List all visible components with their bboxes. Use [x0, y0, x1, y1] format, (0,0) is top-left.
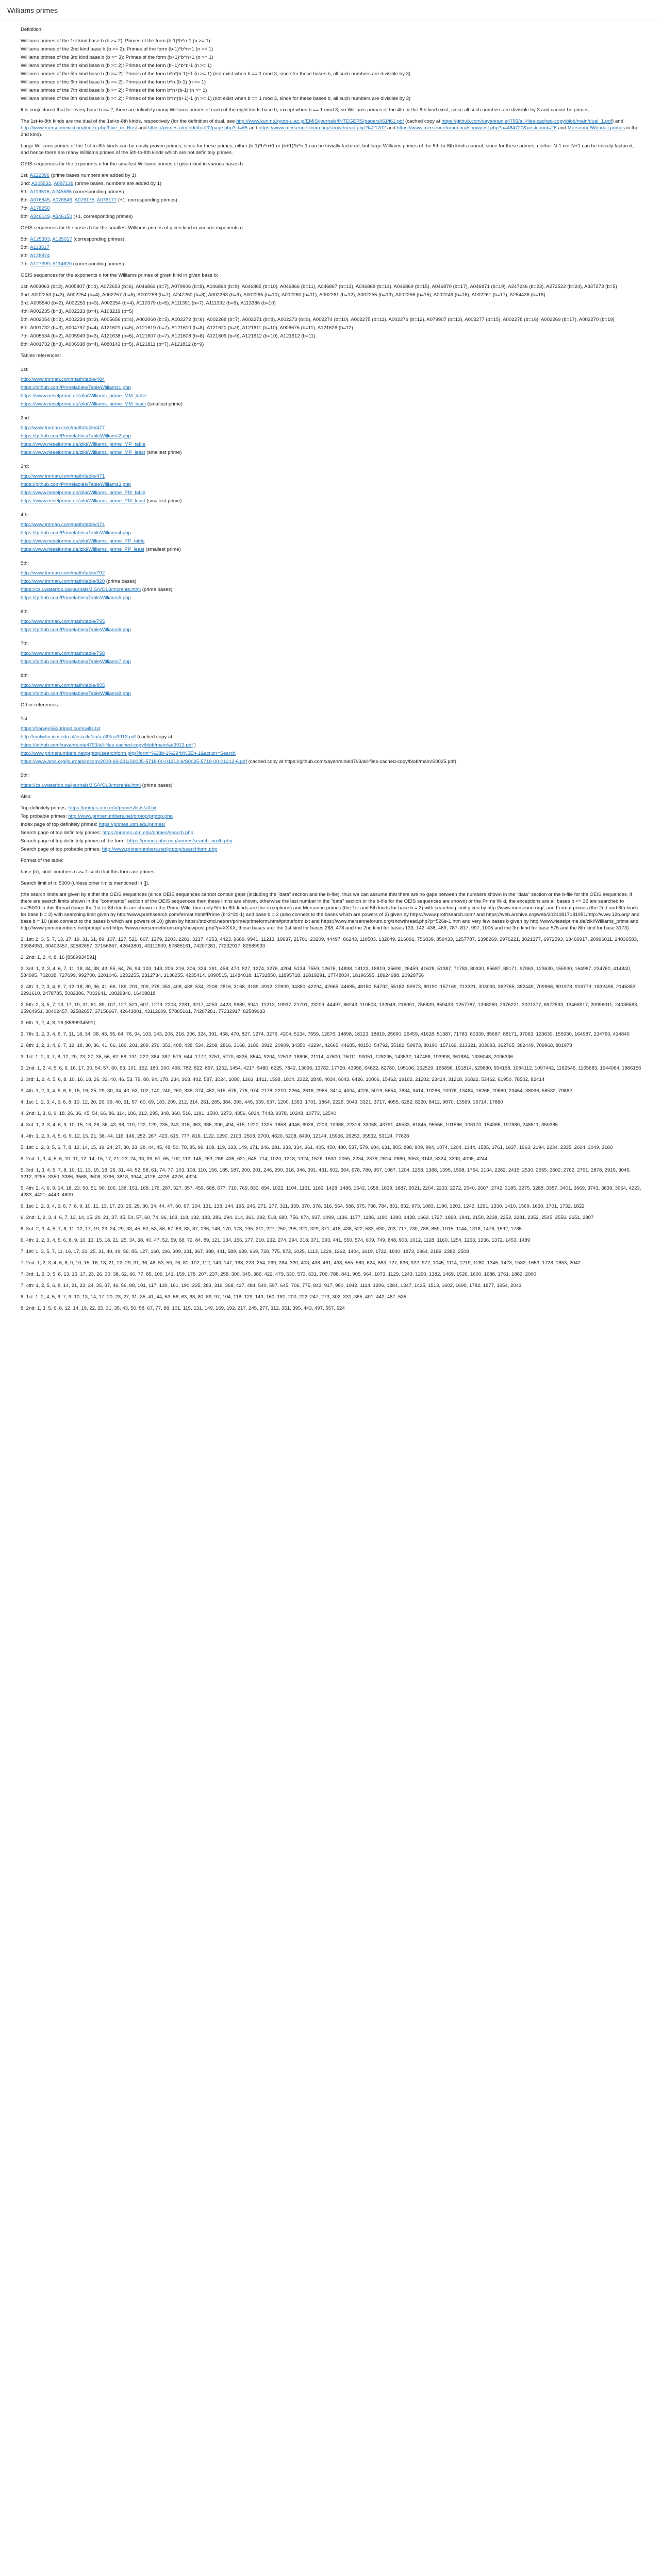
oeis-row-label: 5th: — [21, 189, 29, 195]
also-list — [21, 805, 641, 853]
conjecture-paragraph: It is conjectured that for every base b >= 2, there are infinitely many Williams primes of each of the eight kinds base b, except when b == 1 mod 3, no Williams primes of the 4th or the 8th kind exist, since all such numbers are divisible by 3 and cannot be primes. — [21, 107, 590, 113]
oeis-seq-link[interactable]: A346150 — [52, 214, 72, 219]
large-primes-paragraph: Large Williams primes of the 1st-to-8th kinds can be easily proven primes, since for these primes, either (b-1)*b^n+1 or (b+1)*b^n-1 can be trivially factored, but large Williams primes of the 5th-to-8th kinds cannot, since for these primes, neither N-1 nor N+1 can be trivially factored, and hence there are many Williams primes of the 5th-to-8th kinds which are not definitely primes. — [21, 143, 634, 156]
prime-data-line: 5, 3rd: 1, 3, 4, 5, 7, 8, 10, 11, 13, 15, 18, 26, 31, 44, 52, 58, 61, 74, 77, 103, 108, 110, 156, 185, 187, 200, 201, 246, 290, 318, 346, 391, 431, 502, 664, 678, 780, 957, 1087, 1204, 1258, 1388, 1395, 1598, 1754, 2134, 2282, 2415, 2530, 2555, 2602, 2762, 2791, 2878, 2915, 3045, 3212, 3285, 3350, 3386, 3568, 3608, 3796, 3818, 3944, 4126, 4226, 4276, 4324 — [21, 1167, 631, 1180]
also-link[interactable]: https://primes.utm.edu/primes/lists/all.txt — [68, 805, 157, 811]
oeis-row-note: (corresponding primes) — [73, 261, 124, 267]
oeis-row-note: (+1, corresponding primes) — [118, 197, 177, 203]
reference-link[interactable]: https://www.rieselprime.de/ziki/Williams_prime_MP_table — [21, 442, 146, 447]
oeis-row — [21, 205, 641, 212]
also-row — [21, 813, 641, 820]
also-text: Search page of top probable primes: — [21, 846, 101, 852]
also-link[interactable]: https://primes.utm.edu/primes/ — [98, 822, 166, 827]
reference-row — [21, 758, 641, 765]
reference-group — [21, 463, 641, 504]
also-text: Index page of top definitely primes: — [21, 822, 97, 827]
also-text: Top probable primes: — [21, 814, 67, 819]
reference-row — [21, 570, 641, 577]
oeis-base-row: 5th: A002054 (b=2), A002234 (b=3), A005656 (b=4), A002060 (b=5), A002272 (b=6), A002268 (b=7), A002271 (b=8), A002273 (b=9), A002274 (b=10), A002275 (b=11), A002276 (b=12), A079907 (b=13), A002277 (b=15), A002278 (b=16), A002269 (b=17), A002270 (b=19) — [21, 317, 615, 323]
definition-line: Williams primes of the 2nd kind base b (b >= 2): Primes of the form (b-1)*b^n+1 (n >= 1) — [21, 46, 213, 52]
reference-link[interactable]: http://www.tmman.com/math/table/798 — [21, 651, 105, 656]
reference-link[interactable]: https://github.com/Primelables/TableWilliams8.php — [21, 691, 131, 697]
reference-row — [21, 489, 641, 496]
ref-text-d: and — [138, 125, 147, 131]
reference-note: (smallest prime) — [145, 547, 181, 552]
reference-row — [21, 734, 641, 740]
oeis-seq-link[interactable]: A087139 — [54, 181, 74, 187]
reference-group-label: 1st: — [21, 367, 29, 372]
reference-row — [21, 393, 641, 399]
reference-note: (prime bases) — [142, 587, 173, 592]
reference-row — [21, 626, 641, 633]
reference-row — [21, 481, 641, 488]
reference-link[interactable]: https://www.rieselprime.de/ziki/Williams_prime_PP_table — [21, 538, 145, 544]
reference-link[interactable]: https://www.rieselprime.de/ziki/Williams_prime_PM_least — [21, 498, 145, 504]
prime-data-line: 7, 4th: 1, 2, 5, 6, 8, 14, 21, 23, 24, 35, 37, 46, 56, 88, 101, 117, 130, 161, 190, 235, 283, 316, 368, 427, 484, 540, 597, 645, 706, 775, 843, 917, 980, 1042, 1114, 1206, 1284, 1347, 1425, 1513, 1602, 1690, 1782, 1877, 1954, 2043 — [21, 1283, 522, 1289]
reference-link[interactable]: https://github.com/Primelables/TableWilliams3.php — [21, 482, 131, 487]
reference-row — [21, 441, 641, 448]
tables-heading: Tables references: — [21, 353, 61, 359]
prime-data-line: 3, 4th: 1, 2, 3, 4, 5, 6, 9, 15, 16, 25, 29, 30, 34, 40, 53, 102, 140, 240, 260, 335, 374, 452, 515, 675, 776, 974, 2178, 2210, 2264, 2616, 2985, 3414, 4004, 4226, 5019, 5654, 7634, 9414, 10266, 10976, 13464, 16266, 20580, 23454, 38096, 56532, 79862 — [21, 1088, 572, 1094]
reference-row — [21, 401, 641, 408]
oeis-seq-link[interactable]: A114620 — [52, 261, 72, 267]
reference-paragraph — [21, 118, 641, 138]
also-text: Top definitely primes: — [21, 805, 68, 811]
prime-data-line: 4, 2nd: 1, 3, 6, 9, 18, 26, 36, 45, 54, 66, 86, 114, 186, 213, 295, 348, 360, 516, 1191, 1500, 3273, 4356, 6024, 7443, 9378, 10248, 10773, 12540 — [21, 1111, 337, 1116]
reference-group-label: 1st: — [21, 716, 29, 722]
reference-link[interactable]: https://www.rieselprime.de/ziki/Williams_prime_MP_least — [21, 450, 145, 455]
reference-row — [21, 530, 641, 536]
other-heading: Other references: — [21, 702, 59, 708]
reference-group-label: 3rd: — [21, 464, 29, 469]
reference-row — [21, 595, 641, 601]
reference-row — [21, 538, 641, 545]
also-link[interactable]: https://primes.utm.edu/primes/search.php — [102, 830, 193, 836]
reference-row — [21, 473, 641, 480]
reference-link[interactable]: https://cs.uwaterloo.ca/journals/JIS/VOL3/mcranie.html — [21, 783, 141, 788]
reference-row — [21, 376, 641, 383]
oeis-base-row: 7th: A005534 (b=2), A005949 (b=3), A121638 (b=5), A121607 (b=7), A121608 (b=8), A121609 (b=9), A121612 (b=10), A121612 (b=11) — [21, 333, 316, 339]
reference-note: (smallest prime) — [147, 401, 183, 407]
prime-data-line: 3, 2nd: 1, 2, 4, 5, 6, 9, 16, 17, 30, 54, 57, 60, 63, 101, 152, 180, 200, 496, 782, 822, 897, 1252, 1454, 4217, 5480, 6225, 7842, 13096, 13782, 17720, 43956, 64822, 82780, 105106, 152529, 165896, 191814, 529680, 654158, 1084112, 1097442, 1162546, 1165683, 1544064, 1886156 — [21, 1065, 641, 1071]
prime-data-line: 3, 3rd: 1, 2, 4, 5, 6, 8, 10, 16, 18, 26, 33, 40, 46, 53, 79, 80, 94, 178, 234, 363, 402, 587, 1024, 1080, 1263, 1411, 1598, 1804, 2322, 2848, 4034, 6043, 6426, 10006, 15462, 19102, 21202, 23424, 31218, 36822, 53462, 61950, 78502, 82414 — [21, 1077, 545, 1082]
reference-group — [21, 772, 641, 789]
oeis-seq-link[interactable]: A113516 — [30, 189, 49, 195]
definition-line: Williams primes of the 4th kind base b (b >= 2): Primes of the form (b+1)*b^n-1 (n >= 1) — [21, 63, 212, 69]
search-limit-note: (the search limits are given by either the OEIS sequences (since OEIS sequences cannot contain gaps (including the "data" section and the b-file), thus we can assume that there are no gaps between the numbers shown in the "data" section or the b-file for the OEIS sequences, if there are search limits shown in the "comments" section of the OEIS sequences then these limits are shown, otherwise the last number in the "data" section or the b-file for the OEIS sequences are shown) or the Prime Wiki, the exceptions are all bases b <= 32 are searched to n=25000 in this thread (since the 1st-to-8th kinds are shown in the Prime Wiki, thus only 5th-to-8th kinds are the exceptions) and Mersenne primes (the 1st and 5th kinds for base b = 2) with searching limit given by http://www.mersenne.org/, and Fermat primes (the 2nd and 6th kinds for base b = 2) with searching limit given by http://www.prothsearch.com/fermat.html#Prime (b^2^20-1) and base b = 2 (also connect to the bases which are powers of 2) given by https://www.prothsearch.com/ and https://web.archive.org/web/20210817181951/http://www.12b.org/ and base b = 10 (also connect to the bases b which are powers of 10) given by https://stdkmd.net/nrr/prime/primeform.htm#primeform.txt and https://www.mersenneforum.org/showthread.php?p=526e-1.htm and very few bases b given by http://www.rieselprime.de/ziki/Williams_prime and http://www.primenumbers.net/prptop/ and https://www.mersenneforum.org/showpost.php?p=XXXX, those bases are: the 1st kind for bases 268, 478 and the 2nd kind for bases 133, 142, 438, 469, 787, 817, 997, 1005 and the 3rd kind for base 575 and the 8th kind for base 3173) — [21, 892, 640, 931]
oeis-row-note: (prime bases, numbers are added by 1) — [75, 181, 162, 187]
oeis-row-label: 6th: — [21, 197, 29, 203]
ref-text-c: ) and — [612, 118, 623, 124]
oeis-row-note: (+1, corresponding primes) — [73, 214, 133, 219]
title-bar — [0, 0, 662, 21]
oeis-row-note: (corresponding primes) — [73, 189, 124, 195]
ref-link-2[interactable]: https://github.com/xayahrainie4793/all-files-cached-copy/blob/main/dual_1.pdf — [441, 118, 613, 124]
oeis-row-label: 6th: — [21, 253, 29, 259]
oeis-seq-link[interactable]: A346149 — [30, 214, 50, 219]
oeis-row-label: 7th: — [21, 261, 29, 267]
also-row — [21, 829, 641, 836]
prime-data-line: 4, 3rd: 1, 2, 3, 4, 6, 9, 10, 15, 16, 26, 36, 43, 98, 110, 122, 129, 235, 243, 315, 363, 386, 390, 494, 515, 1220, 1325, 1858, 4346, 6938, 7203, 10988, 22316, 33058, 43791, 45533, 61845, 95556, 101566, 106170, 154365, 197880, 248511, 350385 — [21, 1122, 558, 1128]
oeis-base-row: 6th: A001732 (b=3), A004797 (b=4), A121621 (b=5), A121619 (b=7), A121610 (b=8), A121620 (b=9), A121611 (b=10), A006675 (b=11), A121626 (b=12) — [21, 325, 353, 331]
definition-line: Williams primes of the 7th kind base b (b >= 2): Primes of the form b^n+(b-1) (n >= 1) — [21, 88, 207, 93]
reference-group-label: 6th: — [21, 609, 29, 615]
reference-group — [21, 512, 641, 553]
reference-row — [21, 742, 641, 749]
reference-group — [21, 640, 641, 665]
reference-note: (prime bases) — [106, 579, 137, 584]
prime-data-line: 7, 3rd: 1, 2, 3, 5, 8, 13, 15, 17, 23, 26, 30, 38, 52, 66, 77, 85, 106, 141, 159, 178, 207, 237, 258, 300, 345, 386, 422, 479, 530, 573, 631, 706, 788, 841, 905, 964, 1073, 1129, 1243, 1290, 1382, 1469, 1526, 1600, 1688, 1761, 1882, 2000 — [21, 1272, 537, 1277]
ref-text-g: and — [558, 125, 567, 131]
ref-link-5[interactable]: https://www.mersenneforum.org/showthread.php?t=21702 — [258, 125, 386, 131]
reference-note: (smallest prime) — [146, 498, 182, 504]
prime-data-line: 8, 2nd: 1, 3, 5, 6, 8, 12, 14, 19, 22, 25, 31, 35, 43, 50, 58, 67, 77, 88, 101, 115, 131, 149, 169, 192, 217, 245, 277, 312, 351, 395, 443, 497, 557, 624 — [21, 1306, 345, 1311]
oeis-list-1 — [21, 172, 641, 220]
ref-text-f: and — [387, 125, 395, 131]
ref-link-7[interactable]: Mersenne/Woodall primes — [567, 125, 625, 131]
prime-data-line: 8, 1st: 1, 2, 4, 5, 6, 7, 9, 10, 13, 14, 17, 20, 23, 27, 31, 35, 41, 44, 53, 58, 63, 68, 80, 89, 97, 104, 118, 129, 143, 160, 181, 200, 222, 247, 273, 302, 331, 365, 401, 442, 487, 535 — [21, 1294, 407, 1300]
reference-link[interactable]: https://www.rieselprime.de/ziki/Williams_prime_MM_least — [21, 401, 146, 407]
reference-link[interactable]: http://www.tmman.com/math/table/484 — [21, 377, 105, 382]
oeis-seq-link[interactable]: A076175 — [74, 197, 95, 203]
oeis-list-2 — [21, 236, 641, 267]
reference-row — [21, 725, 641, 732]
reference-row — [21, 618, 641, 625]
reference-link[interactable]: https://harvey563.tripod.com/wills.txt — [21, 726, 101, 732]
reference-link[interactable]: http://www.primenumbers.net/prptop/searchform.php?form=%28b-1%29*b%5En-1&action=Search — [21, 751, 236, 756]
also-text: Search page of top definitely primes: — [21, 830, 101, 836]
format-line: base (b), kind: numbers n >= 1 such that this form are primes — [21, 869, 155, 875]
prime-data-line: 6, 3rd: 2, 3, 4, 5, 7, 8, 11, 12, 17, 19, 23, 24, 29, 33, 45, 52, 53, 58, 67, 69, 83, 87, 136, 148, 170, 178, 195, 211, 227, 250, 295, 321, 329, 371, 418, 438, 522, 583, 630, 703, 717, 730, 788, 859, 1015, 1144, 1318, 1476, 1592, 1785 — [21, 1226, 522, 1232]
also-link[interactable]: http://www.primenumbers.net/prptop/searchform.php — [102, 846, 218, 852]
oeis-seq-link[interactable]: A128874 — [30, 253, 50, 259]
also-row — [21, 838, 641, 844]
prime-data-line: 6, 4th: 1, 2, 3, 4, 5, 6, 8, 9, 10, 13, 15, 18, 21, 25, 34, 38, 40, 47, 52, 59, 68, 72, 84, 89, 121, 134, 156, 177, 210, 232, 274, 294, 318, 371, 393, 441, 550, 574, 609, 749, 848, 903, 1012, 1128, 1160, 1254, 1263, 1336, 1372, 1453, 1489 — [21, 1238, 531, 1243]
reference-group-label: 5th: — [21, 561, 29, 566]
reference-link[interactable]: http://www.tmman.com/math/table/792 — [21, 570, 105, 576]
reference-group — [21, 366, 641, 408]
oeis-row: 5th: A113516, A245585 (corresponding primes) — [21, 189, 124, 195]
also-row — [21, 805, 641, 811]
reference-link[interactable]: http://www.tmman.com/math/table/795 — [21, 619, 105, 624]
oeis-row-note: (prime bases numbers are added by 1) — [51, 173, 137, 178]
oeis-row-label: 8th: — [21, 214, 29, 219]
reference-row — [21, 433, 641, 439]
oeis-seq-link[interactable]: A245585 — [52, 189, 72, 195]
prime-data-lines — [21, 936, 641, 1312]
ref-link-4[interactable]: https://primes.utm.edu/top20/page.php?id=65 — [147, 125, 248, 131]
prime-data-line: 2, 6th: 1, 2, 4, 8, 16 [8589934591] — [21, 1020, 95, 1026]
oeis-seq-link[interactable]: A113517 — [30, 245, 49, 250]
reference-row — [21, 650, 641, 657]
reference-note: (cached copy at — [137, 734, 172, 740]
oeis-row: 6th: A076845, A076846, A076175, A076177 (+1, corresponding primes) — [21, 197, 177, 203]
prime-data-line: 2, 4th: 1, 2, 3, 4, 6, 7, 12, 18, 30, 36, 41, 66, 189, 201, 209, 276, 353, 408, 438, 534, 2208, 2816, 3168, 3189, 3912, 20909, 34350, 42294, 42665, 44685, 48150, 54792, 55182, 59973, 80190, 157169, 213321, 303093, 362765, 382449, 709968, 801978, 916773, 1832496, 2145353, 2291610, 2478785, 5082306, 7033641, 10829346, 16408818 — [21, 984, 637, 996]
prime-data-line: 2, 5th: 2, 3, 5, 7, 13, 17, 19, 31, 61, 89, 107, 127, 521, 607, 1279, 2203, 2281, 3217, 4253, 4423, 9689, 9941, 11213, 19937, 21701, 23209, 44497, 86243, 110503, 132049, 216091, 756839, 859433, 1257787, 1398269, 2976221, 3021377, 6972593, 13466917, 20996011, 24036583, 25964951, 30402457, 32582657, 37156667, 42643801, 43112609, 57885161, 74207281, 77232917, 82589933 — [21, 1002, 639, 1014]
reference-group-label: 4th: — [21, 512, 29, 518]
reference-row — [21, 782, 641, 789]
prime-data-line: 3, 1st: 1, 2, 3, 7, 8, 12, 20, 23, 27, 35, 56, 62, 68, 131, 222, 384, 387, 579, 644, 1772, 3751, 5270, 6335, 8544, 9204, 12512, 18806, 21114, 47600, 75011, 90051, 128295, 143532, 147488, 193998, 361884, 1336048, 2006336 — [21, 1054, 513, 1060]
prime-data-line: 2, 1st: 2, 3, 5, 7, 13, 17, 19, 31, 61, 89, 107, 127, 521, 607, 1279, 2203, 2281, 3217, 4253, 4423, 9689, 9941, 11213, 19937, 21701, 23209, 44497, 86243, 110503, 132049, 216091, 756839, 859433, 1257787, 1398269, 2976221, 3021377, 6972593, 13466917, 20996011, 24036583, 25964951, 30402457, 32582657, 37156667, 42643801, 43112609, 57885161, 74207281, 77232917, 82589933 — [21, 937, 638, 949]
reference-group — [21, 415, 641, 456]
reference-row — [21, 586, 641, 593]
reference-group-label: 7th: — [21, 641, 29, 647]
prime-data-line: 2, 2nd: 1, 2, 4, 8, 16 [8589934591] — [21, 955, 96, 960]
prime-data-line: 6, 2nd: 1, 2, 3, 4, 6, 7, 13, 14, 15, 20, 21, 37, 45, 54, 57, 60, 74, 96, 103, 118, 132, 183, 286, 294, 314, 361, 392, 518, 680, 756, 874, 937, 1099, 1136, 1177, 1186, 1190, 1390, 1438, 1662, 1727, 1860, 1941, 2150, 2238, 2252, 2281, 2352, 2545, 2556, 2651, 2807 — [21, 1215, 594, 1221]
prime-data-line: 2, 8th: 1, 2, 3, 4, 6, 7, 12, 18, 30, 36, 41, 66, 189, 201, 209, 276, 353, 408, 438, 534, 2208, 2816, 3168, 3189, 3912, 20909, 34350, 42294, 42665, 44685, 48150, 54792, 55182, 59973, 80190, 157169, 213321, 303093, 362765, 382449, 709968, 801978 — [21, 1043, 572, 1048]
reference-row — [21, 498, 641, 504]
also-link[interactable]: https://primes.utm.edu/primes/search_proth.php — [127, 838, 233, 844]
oeis-row: 7th: A127399, A114620 (corresponding primes) — [21, 261, 124, 267]
definition-line: Williams primes of the 6th kind base b (b >= 2): Primes of the form b^n-(b-1) (n >= 1) — [21, 79, 206, 85]
also-heading: Also: — [21, 794, 32, 800]
reference-link[interactable]: https://www.rieselprime.de/ziki/Williams_prime_PP_least — [21, 547, 144, 552]
reference-link[interactable]: https://github.com/xayahrainie4793/all-files-cached-copy/blob/main/aa3913.pdf — [21, 742, 193, 748]
reference-row — [21, 658, 641, 665]
reference-group-label: 2nd: — [21, 415, 30, 421]
document-body — [0, 21, 662, 1327]
reference-row — [21, 384, 641, 391]
oeis-seq-link[interactable]: A122396 — [29, 173, 50, 178]
reference-link[interactable]: https://github.com/Primelables/TableWilliams5.php — [21, 595, 131, 601]
prime-data-line: 2, 3rd: 1, 2, 3, 4, 6, 7, 11, 18, 34, 38, 43, 55, 64, 76, 94, 103, 143, 206, 216, 306, 324, 391, 458, 470, 827, 1274, 3276, 4204, 5134, 7559, 12676, 14898, 18123, 18819, 25690, 26459, 41628, 51387, 71783, 80330, 85687, 88171, 97063, 123630, 155930, 164987, 234760, 414840, 584995, 702038, 727699, 992700, 1201046, 1232255, 2312734, 3136255, 4235414, 6090515, 11484018, 11731850, 11895718, 16819291, 17748034, 18196595, 18924988, 20928756 — [21, 966, 632, 978]
reference-note: (prime bases) — [142, 783, 173, 788]
also-row — [21, 821, 641, 828]
definition-lines — [21, 38, 641, 102]
oeis-base-row: 8th: A001732 (b=3), A006938 (b=4), A080142 (b=5), A121811 (b=7), A121812 (b=9) — [21, 342, 204, 347]
oeis-row-note: (corresponding primes) — [73, 236, 125, 242]
prime-data-line: 6, 1st: 1, 2, 3, 4, 5, 6, 7, 8, 9, 10, 11, 13, 17, 20, 25, 29, 30, 34, 44, 47, 60, 67, 104, 131, 138, 144, 195, 246, 271, 277, 311, 339, 370, 378, 516, 564, 588, 675, 738, 784, 831, 832, 973, 1083, 1190, 1201, 1242, 1291, 1330, 1410, 1569, 1630, 1701, 1732, 1822 — [21, 1204, 585, 1209]
reference-row — [21, 449, 641, 456]
definition-line: Williams primes of the 1st kind base b (b >= 2): Primes of the form (b-1)*b^n-1 (n >= 1) — [21, 38, 210, 44]
oeis-seq-link[interactable]: A076846 — [52, 197, 72, 203]
oeis-base-row: 4th: A002235 (b=3), A002233 (b=4), A103219 (b=5) — [21, 309, 134, 314]
reference-link[interactable]: https://cs.uwaterloo.ca/journals/JIS/VOL3/mcranie.html — [21, 587, 141, 592]
reference-link[interactable]: https://www.rieselprime.de/ziki/Williams_prime_MM_table — [21, 393, 146, 399]
oeis-seq-link[interactable]: A178250 — [30, 206, 50, 211]
prime-data-line: 5, 2nd: 1, 3, 4, 5, 6, 10, 11, 12, 14, 15, 17, 21, 23, 24, 33, 39, 51, 65, 102, 113, 145, 263, 286, 435, 631, 645, 714, 1020, 1218, 1324, 1526, 1630, 2055, 2234, 2379, 2614, 2860, 3053, 3143, 3324, 3393, 4098, 4244 — [21, 1156, 488, 1162]
oeis-seq-link[interactable]: A305532 — [31, 181, 52, 187]
reference-group-label: 8th: — [21, 673, 29, 679]
reference-group-label: 5th: — [21, 773, 29, 778]
reference-link[interactable]: https://www.ams.org/journals/mcom/2000-69-231/S0025-5718-00-01212-6/S0025-5718-00-01212-6.pdf — [21, 759, 247, 765]
oeis-base-row: 3rd: A005540 (b=2), A002253 (b=3), A002254 (b=4), A110379 (b=5), A111391 (b=7), A111392 (b=9), A113386 (b=10) — [21, 300, 276, 306]
reference-link[interactable]: http://www.tmman.com/math/table/805 — [21, 683, 105, 688]
reference-row — [21, 750, 641, 757]
other-list — [21, 716, 641, 789]
reference-link[interactable]: https://github.com/Primelables/TableWilliams6.php — [21, 627, 131, 633]
oeis-base-row: 1st: A003063 (b=3), A005807 (b=4), A072653 (b=6), A046863 (b=7), A079906 (b=8), A046864 (b=9), A046865 (b=10), A046866 (b=11), A046867 (b=13), A046868 (b=14), A046869 (b=15), A046870 (b=17), A046871 (b=19), A247246 (b=23), A272522 (b=24), A337273 (b=5) — [21, 284, 617, 290]
also-link[interactable]: http://www.primenumbers.net/prptop/prptop.php — [68, 814, 173, 819]
reference-link[interactable]: https://github.com/Primelables/TableWilliams2.php — [21, 433, 131, 439]
reference-link[interactable]: https://github.com/Primelables/TableWilliams1.php — [21, 385, 131, 391]
oeis-base-row: 2nd: A002253 (b=3), A002254 (b=4), A002257 (b=5), A002258 (b=7), A247260 (b=8), A002263 (b=9), A002265 (b=10), A002260 (b=11), A002261 (b=12), A002255 (b=13), A002256 (b=15), A002249 (b=16), A002261 (b=17), A254436 (b=18) — [21, 292, 545, 298]
reference-row — [21, 546, 641, 553]
reference-note: (cached copy at https://github.com/xayahrainie4793/all-files-cached-copy/blob/main/S0025.pdf) — [248, 759, 456, 765]
definition-line: Williams primes of the 3rd kind base b (b >= 3): Primes of the form (b+1)*b^n+1 (n >= 1) — [21, 55, 213, 60]
oeis-seq-link[interactable]: A076177 — [96, 197, 117, 203]
search-limit-line: Search limit of n: 5000 (unless other limits mentioned in []). — [21, 880, 150, 886]
oeis-row-label: 5th: — [21, 245, 29, 250]
prime-data-line: 4, 4th: 1, 2, 3, 4, 5, 6, 9, 12, 15, 21, 38, 44, 116, 146, 252, 267, 423, 615, 777, 816, 1122, 1290, 2103, 2508, 2700, 4620, 5208, 8490, 12144, 15936, 26253, 35532, 53124, 77628 — [21, 1133, 409, 1139]
prime-data-line: 7, 2nd: 1, 2, 3, 4, 6, 8, 9, 10, 15, 16, 18, 21, 22, 29, 31, 36, 48, 53, 59, 76, 81, 102, 112, 143, 147, 168, 223, 254, 269, 284, 320, 403, 438, 461, 498, 555, 583, 624, 683, 727, 836, 922, 972, 1045, 1114, 1219, 1280, 1345, 1423, 1582, 1653, 1728, 1853, 2042 — [21, 1260, 581, 1266]
prime-data-line: 7, 1st: 1, 3, 5, 7, 11, 16, 17, 21, 25, 31, 40, 49, 56, 85, 127, 160, 196, 309, 331, 367, 388, 441, 589, 639, 669, 728, 775, 872, 1025, 1113, 1229, 1262, 1404, 1619, 1722, 1840, 1873, 1964, 2189, 2382, 2508 — [21, 1249, 469, 1255]
oeis-row-label: 1st: — [21, 173, 29, 178]
ref-link-1[interactable]: http://www.kurims.kyoto-u.ac.jp/EMIS/journals/INTEGERS/papers/i61/i61.pdf — [236, 118, 404, 124]
oeis-row: 8th: A346149, A346150 (+1, corresponding primes) — [21, 214, 133, 219]
reference-group — [21, 672, 641, 697]
oeis-row: 2nd: A305532, A087139 (prime bases, numbers are added by 1) — [21, 181, 162, 187]
reference-note: (smallest prime) — [146, 450, 182, 455]
oeis-seq-link[interactable]: A125017 — [52, 236, 72, 242]
oeis-heading-1: OEIS sequences for the exponents n for the smallest Williams primes of given kind in various bases b: — [21, 161, 244, 167]
reference-link[interactable]: http://www.tmman.com/math/table/471 — [21, 473, 105, 479]
oeis-seq-link[interactable]: A127399 — [30, 261, 50, 267]
definition-line: Williams primes of the 5th kind base b (b >= 2): Primes of the form b^n*(b-1)+1 (n >= 1) (not exist when b == 1 mod 3, since for these bases b, all such numbers are divisible by 3) — [21, 71, 411, 77]
reference-link[interactable]: http://www.tmman.com/math/table/820 — [21, 579, 105, 584]
oeis-row-label: 7th: — [21, 206, 29, 211]
ref-link-3[interactable]: http://www.mersennewiki.org/index.php/Five_or_Bust — [21, 125, 137, 131]
oeis-row — [21, 252, 641, 259]
reference-row — [21, 682, 641, 689]
ref-text-a: The 1st-to-8th kinds are the dual of the 1st-to-8th kinds, respectively (for the definition of dual, see — [21, 118, 235, 124]
oeis-row-label: 2nd: — [21, 181, 30, 187]
definition-section — [21, 26, 641, 102]
reference-link[interactable]: https://github.com/Primelables/TableWilliams4.php — [21, 530, 131, 536]
reference-link[interactable]: http://www.tmman.com/math/table/477 — [21, 425, 105, 431]
reference-link[interactable]: http://matwbn.icm.edu.pl/ksiazki/aa/aa39/aa3913.pdf — [21, 734, 136, 740]
ref-text-e: and — [249, 125, 257, 131]
oeis-row — [21, 244, 641, 251]
definition-heading: Definition: — [21, 27, 43, 32]
reference-link[interactable]: http://www.tmman.com/math/table/474 — [21, 522, 105, 528]
oeis-seq-link[interactable]: A076845 — [30, 197, 50, 203]
reference-link[interactable]: https://www.rieselprime.de/ziki/Williams_prime_PM_table — [21, 490, 146, 496]
tables-list — [21, 366, 641, 697]
reference-row — [21, 425, 641, 431]
ref-link-6[interactable]: https://www.mersenneforum.org/showpost.php?p=464720&postcount=26 — [396, 125, 557, 131]
oeis-list-3 — [21, 283, 641, 348]
definition-line: Williams primes of the 8th kind base b (b >= 2): Primes of the form b^n*(b+1)-1 (n >= 1) (not exist when b == 1 mod 3, since for these bases b, all such numbers are divisible by 3) — [21, 96, 411, 101]
reference-note: ) — [194, 742, 196, 748]
reference-group — [21, 716, 641, 765]
reference-row — [21, 521, 641, 528]
prime-data-line: 5, 4th: 2, 4, 6, 9, 14, 18, 23, 50, 51, 90, 106, 138, 151, 168, 176, 287, 327, 357, 459, 588, 677, 710, 769, 833, 894, 1022, 1104, 1161, 1182, 1428, 1486, 1542, 1658, 1839, 1887, 2021, 2204, 2233, 2272, 2540, 2607, 2742, 3185, 3275, 3288, 3357, 3401, 3669, 3743, 3839, 3954, 4223, 4283, 4421, 4443, 4600 — [21, 1185, 641, 1198]
oeis-row — [21, 172, 641, 179]
reference-group — [21, 608, 641, 633]
reference-link[interactable]: https://github.com/Primelables/TableWilliams7.php — [21, 659, 131, 665]
prime-data-line: 2, 7th: 1, 2, 3, 4, 6, 7, 11, 18, 34, 38, 43, 55, 64, 76, 94, 103, 143, 206, 216, 306, 324, 391, 458, 470, 827, 1274, 3276, 4204, 5134, 7559, 12676, 14898, 18123, 18819, 25690, 26459, 41628, 51387, 71783, 80330, 85687, 88171, 97063, 123630, 155930, 164987, 234760, 414840 — [21, 1031, 630, 1037]
ref-text-h: in the 2nd kind). — [21, 125, 639, 138]
reference-group — [21, 560, 641, 601]
oeis-seq-link[interactable]: A125393 — [30, 236, 50, 242]
prime-data-line: 5, 1st: 1, 2, 3, 5, 6, 7, 8, 12, 14, 15, 19, 24, 27, 30, 33, 38, 44, 45, 48, 50, 78, 85, 99, 108, 119, 133, 149, 171, 246, 281, 333, 334, 361, 405, 450, 480, 537, 579, 604, 631, 805, 898, 909, 994, 1074, 1204, 1344, 1585, 1761, 1837, 1963, 2194, 2234, 2335, 2604, 3049, 3180 — [21, 1145, 613, 1150]
oeis-heading-2: OEIS sequences for the bases b for the smallest Williams primes of given kind in various exponents n: — [21, 225, 244, 231]
also-text: Search page of top definitely primes of the form: — [21, 838, 126, 844]
oeis-heading-3: OEIS sequences for the exponents n for the Williams primes of given kind in given base b: — [21, 273, 218, 278]
oeis-row-label: 5th: — [21, 236, 29, 242]
page-title: Williams primes — [7, 6, 58, 14]
oeis-row: 5th: A125393, A125017 (corresponding primes) — [21, 236, 125, 242]
reference-row — [21, 690, 641, 697]
reference-row — [21, 578, 641, 585]
ref-text-b: (cached copy at — [405, 118, 440, 124]
also-row — [21, 846, 641, 853]
format-heading: Format of the table: — [21, 858, 64, 863]
prime-data-line: 4, 1st: 1, 2, 3, 4, 5, 6, 8, 10, 12, 20, 26, 39, 40, 51, 57, 60, 69, 183, 209, 212, 214, 261, 285, 384, 393, 445, 539, 637, 1200, 1353, 1701, 1864, 2226, 3049, 3321, 3717, 4055, 6282, 8220, 8412, 9870, 13569, 15714, 17880 — [21, 1099, 503, 1105]
